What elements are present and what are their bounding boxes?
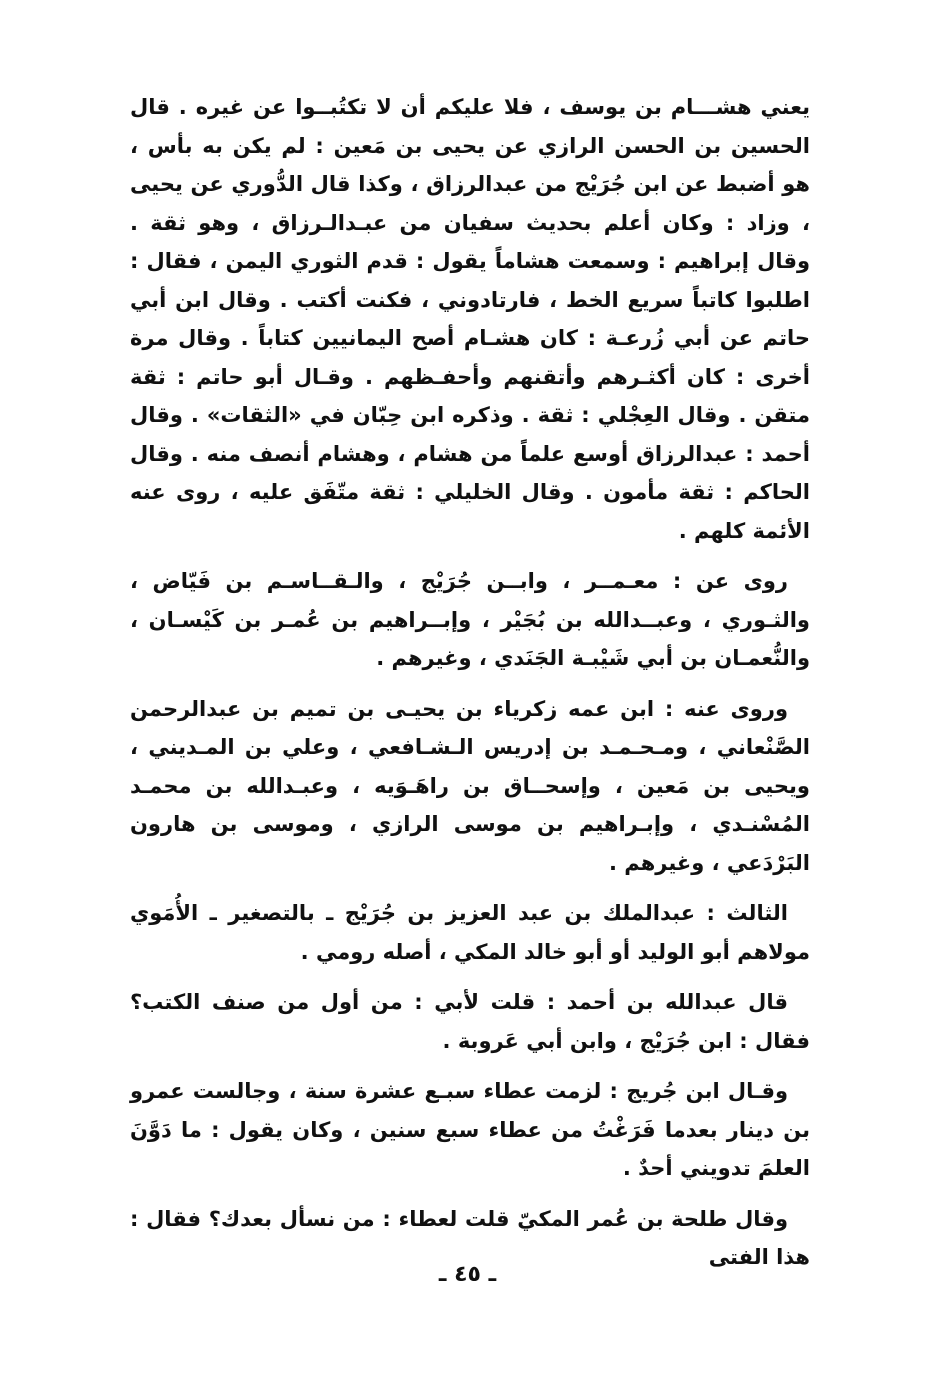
paragraph-6	[130, 1072, 810, 1188]
paragraph-3-text: وروى عنه : ابن عمه زكرياء بن يحيـى بن تميم بن عبدالرحمن الصَّنْعاني ، ومـحـمـد بن إدريس الـشـافعي ، وعلي بن المـديني ، ويحيى بن مَعين ، وإسحــاق بن راهَـوَيه ، وعبـدالله بن محمـد المُسْنـدي ، وإبـراهيم بن موسى الرازي ، وموسى بن هارون البَرْدَعي ، وغيرهم .	[130, 696, 810, 875]
paragraph-4-text: : عبدالملك بن عبد العزيز بن جُرَيْج ـ بالتصغير ـ الأُمَوي مولاهم أبو الوليد أو أبو خالد المكي ، أصله رومي .	[130, 901, 810, 964]
paragraph-3	[130, 690, 810, 883]
paragraph-6-text: وقـال ابن جُريج : لزمت عطاء سبـع عشرة سنة ، وجالست عمرو بن دينار بعدما فَرَغْتُ من عطاء سبع سنين ، وكان يقول : ما دَوَّنَ العلمَ تدويني أحدٌ .	[130, 1079, 810, 1180]
page-number: ـ ٤٥ ـ	[438, 1262, 497, 1287]
paragraph-4	[130, 894, 810, 971]
paragraph-5-text: قال عبدالله بن أحمد : قلت لأبي : من أول من صنف الكتب؟ فقال : ابن جُرَيْج ، وابن أبي عَروبة .	[130, 990, 810, 1053]
paragraph-1-text: يعني هشـــام بن يوسف ، فلا عليكم أن لا تكتُبــوا عن غيره . قال الحسين بن الحسن الرازي عن يحيى بن مَعين : لم يكن به بأس ، هو أضبط عن ابن جُرَيْج من عبدالرزاق ، وكذا قال الدُّوري عن يحيى ، وزاد : وكان أعلم بحديث سفيان من عبـدالـرزاق ، وهو ثقة . وقال إبراهيم : وسمعت هشاماً يقول : قدم الثوري اليمن ، فقال : اطلبوا كاتباً سريع الخط ، فارتادوني ، فكنت أكتب . وقال ابن أبي حاتم عن أبي زُرعـة : كان هشـام أصح اليمانيين كتاباً . وقال مرة أخرى : كان أكثـرهم وأتقنهم وأحفـظهم . وقـال أبو حاتم : ثقة متقن . وقال العِجْلي : ثقة . وذكره ابن حِبّان في «الثقات» . وقال أحمد : عبدالرزاق أوسع علماً من هشام ، وهشام أنصف منه . وقال الحاكم : ثقة مأمون . وقال الخليلي : ثقة متّفَق عليه ، روى عنه الأئمة كلهم .	[130, 95, 810, 543]
book-page-body	[130, 88, 810, 1318]
paragraph-7-text: وقال طلحة بن عُمر المكيّ قلت لعطاء : من نسأل بعدك؟ فقال : هذا الفتى	[130, 1206, 810, 1269]
paragraph-4-lead: الثالث	[726, 901, 788, 925]
paragraph-1	[130, 88, 810, 550]
paragraph-5	[130, 983, 810, 1060]
paragraph-2	[130, 562, 810, 678]
paragraph-2-text: روى عن : معـمــر ، وابــن جُرَيْج ، والـقــاسـم بن فَيّاض ، والثـوري ، وعبــدالله بن بُجَيْر ، وإبــراهيم بن عُمـر بن كَيْسـان ، والنُّعمـان بن أبي شَيْبـة الجَنَدي ، وغيرهم .	[130, 569, 810, 670]
